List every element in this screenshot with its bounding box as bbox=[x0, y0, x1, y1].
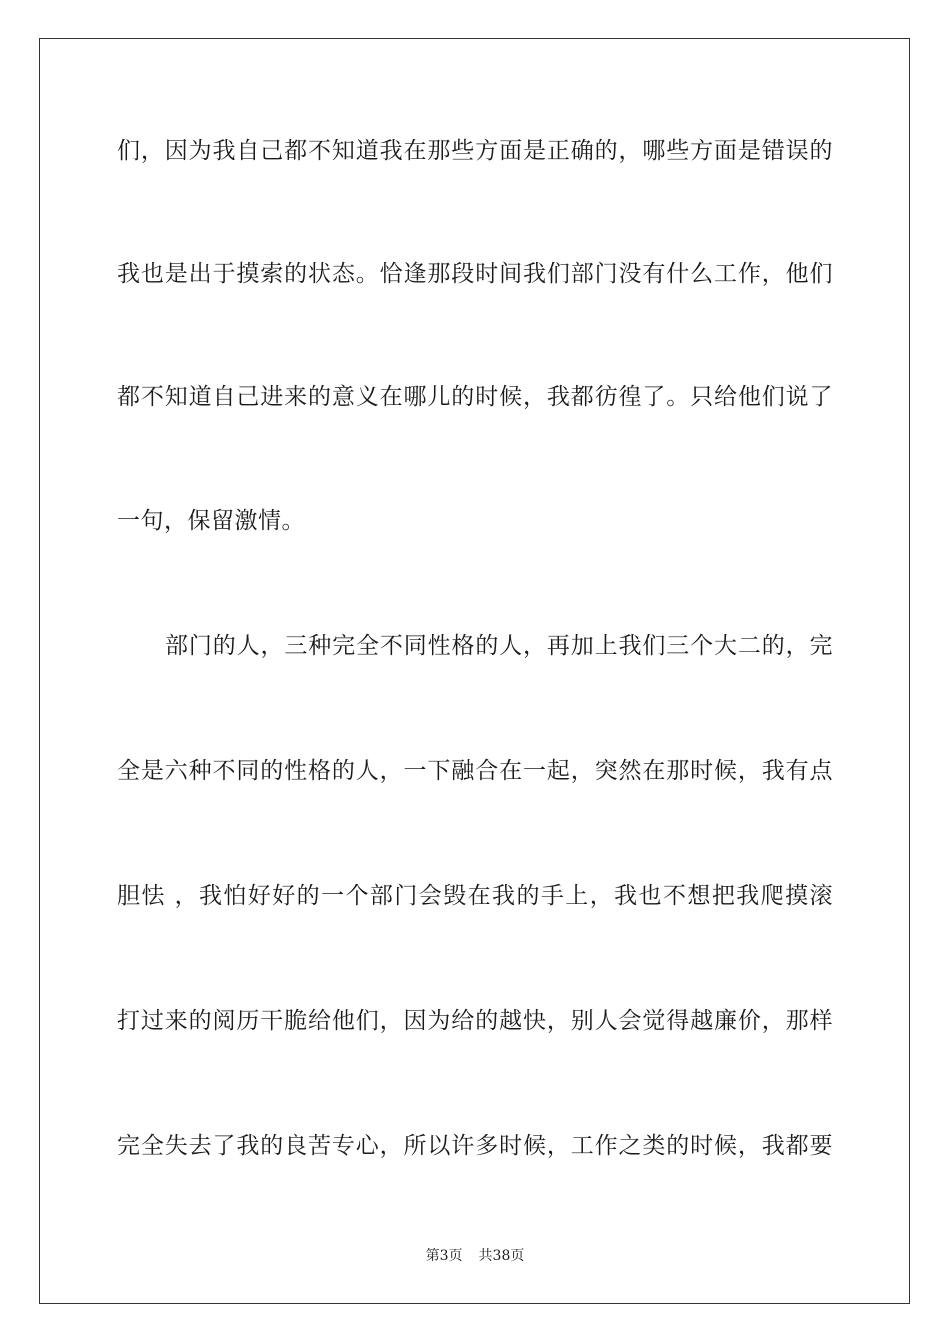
text-line: 们，因为我自己都不知道我在那些方面是正确的，哪些方面是错误的 bbox=[117, 138, 833, 164]
text-line: 一句，保留激情。 bbox=[117, 508, 305, 534]
page-number: 第3页 bbox=[425, 1248, 463, 1264]
text-line: 完全失去了我的良苦专心，所以许多时候，工作之类的时候，我都要 bbox=[117, 1133, 833, 1159]
text-line: 胆怯 ，我怕好好的一个部门会毁在我的手上，我也不想把我爬摸滚 bbox=[117, 883, 833, 909]
text-line: 我也是出于摸索的状态。恰逢那段时间我们部门没有什么工作，他们 bbox=[117, 261, 833, 287]
text-line: 全是六种不同的性格的人，一下融合在一起，突然在那时候，我有点 bbox=[117, 758, 833, 784]
text-line: 都不知道自己进来的意义在哪儿的时候，我都彷徨了。只给他们说了 bbox=[117, 384, 833, 410]
page-total: 共38页 bbox=[478, 1248, 525, 1264]
page-footer bbox=[0, 1246, 950, 1266]
text-line: 部门的人，三种完全不同性格的人，再加上我们三个大二的，完 bbox=[165, 633, 833, 659]
text-line: 打过来的阅历干脆给他们，因为给的越快，别人会觉得越廉价，那样 bbox=[117, 1008, 833, 1034]
page-frame bbox=[39, 38, 910, 1304]
